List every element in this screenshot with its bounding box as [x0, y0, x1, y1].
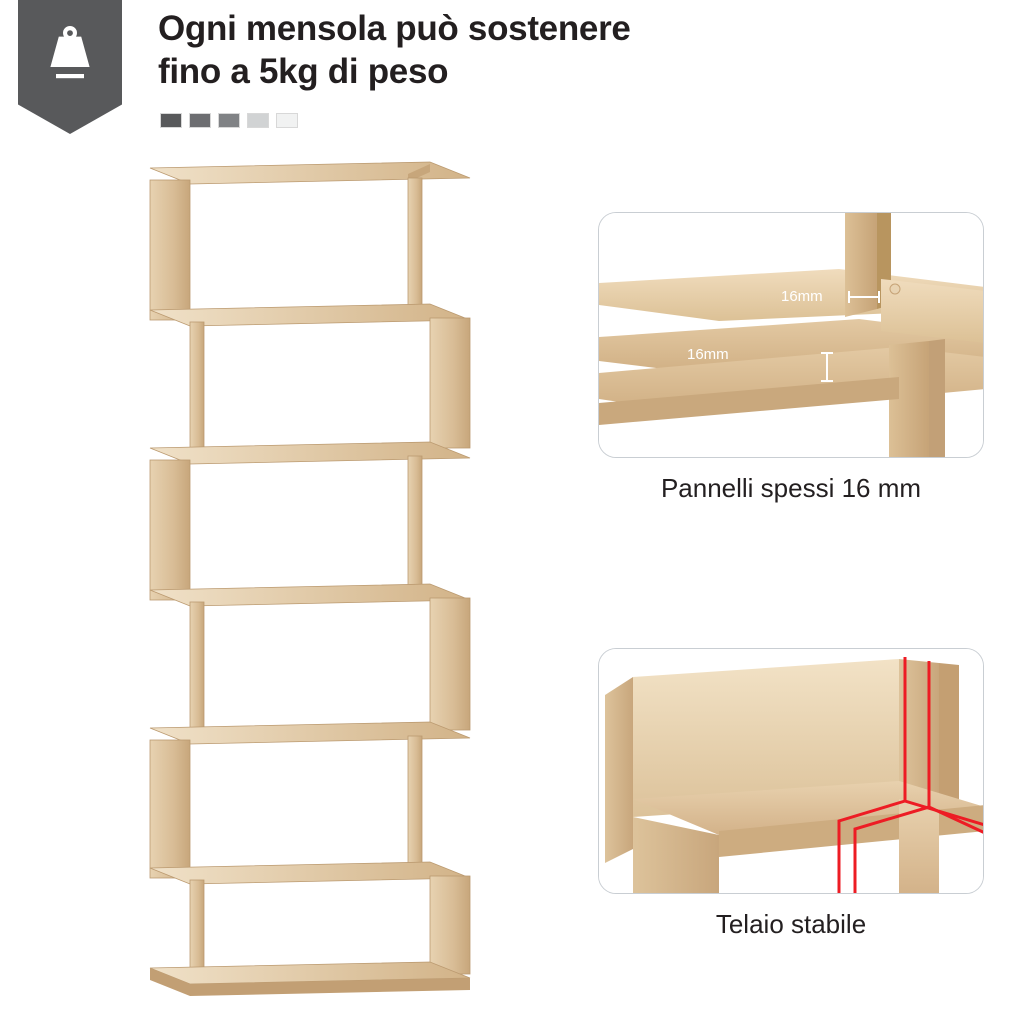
swatch [189, 113, 211, 128]
panel-frame [598, 648, 984, 894]
dimension-label-upper: 16mm [781, 288, 823, 305]
swatch [218, 113, 240, 128]
caption-thickness: Pannelli spessi 16 mm [660, 473, 922, 503]
swatch-row [160, 113, 298, 128]
headline-line-1: Ogni mensola può sostenere [158, 9, 631, 48]
panel-thickness [598, 212, 984, 458]
dimension-label-lower: 16mm [687, 346, 729, 363]
caption-frame: Telaio stabile [715, 909, 867, 939]
swatch [247, 113, 269, 128]
swatch [276, 113, 298, 128]
header-badge [18, 0, 122, 134]
weight-scale-icon [43, 22, 97, 86]
product-image-bookcase [130, 150, 490, 1000]
page-title [158, 8, 858, 93]
swatch [160, 113, 182, 128]
headline-line-2: fino a 5kg di peso [158, 51, 449, 91]
